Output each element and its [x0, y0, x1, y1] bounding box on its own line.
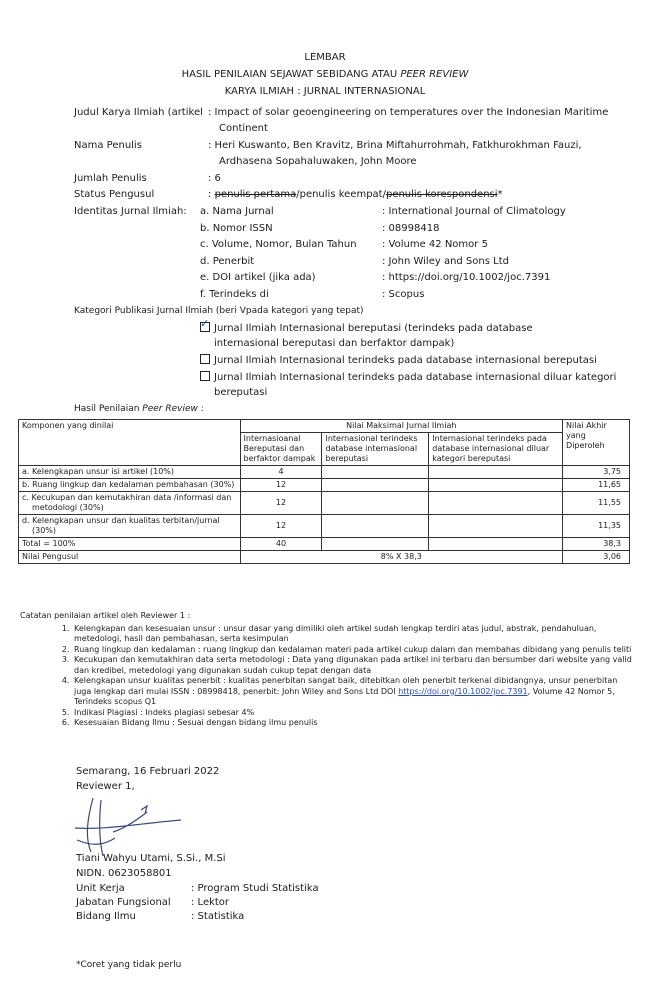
page-subtitle	[0, 69, 650, 80]
row-maks: 12	[240, 492, 322, 515]
journal-value-a: : International Journal of Climatology	[382, 206, 566, 217]
kategori-option-3-cont: bereputasi	[214, 387, 268, 398]
table-row	[19, 515, 630, 538]
hasil-label-em: Peer Review	[142, 404, 198, 414]
row-komponen: a. Kelengkapan unsur isi artikel (10%)	[19, 466, 241, 479]
note-item: 1. Kelengkapan dan kesesuaian unsur : unsur dasar yang dimiliki oleh artikel sudah lengkap terdiri atas judul, abstrak, pendahuluan, metedologi, hasil dan pembahasan, serta kesimpulan	[72, 624, 635, 645]
hasil-label	[74, 404, 204, 414]
table-total-row	[19, 538, 630, 551]
kategori-option-2[interactable]	[200, 354, 597, 366]
jumlah-label: Jumlah Penulis	[74, 173, 147, 184]
journal-label-d: d. Penerbit	[200, 256, 255, 267]
journal-label-c: c. Volume, Nomor, Bulan Tahun	[200, 239, 357, 250]
status-struck-first: penulis pertama	[214, 189, 297, 200]
row-empty	[322, 479, 429, 492]
table-row	[19, 466, 630, 479]
hasil-label-post: :	[197, 404, 204, 414]
pengusul-label: Nilai Pengusul	[19, 551, 241, 564]
judul-label: Judul Karya Ilmiah (artikel	[74, 107, 203, 118]
note-item: 6. Kesesuaian Bidang Ilmu : Sesuai dengan bidang ilmu penulis	[72, 718, 635, 729]
row-maks: 12	[240, 479, 322, 492]
row-akhir: 11,35	[563, 515, 630, 538]
status-selected: penulis keempat	[299, 189, 383, 200]
row-akhir: 3,75	[563, 466, 630, 479]
table-row	[19, 492, 630, 515]
table-header-row	[19, 420, 630, 433]
judul-value-2: Continent	[219, 123, 268, 134]
review-notes	[20, 611, 635, 729]
place-date: Semarang, 16 Februari 2022	[76, 766, 220, 777]
notes-list	[20, 624, 635, 729]
subtitle-text: HASIL PENILAIAN SEJAWAT SEBIDANG ATAU	[181, 69, 401, 80]
kategori-option-3-text: Jurnal Ilmiah Internasional terindeks pada database internasional diluar kategori	[214, 372, 617, 383]
journal-label-f: f. Terindeks di	[200, 289, 269, 300]
penulis-value-2: Ardhasena Sopahaluwaken, John Moore	[219, 156, 417, 167]
row-empty	[429, 538, 563, 551]
row-empty	[322, 492, 429, 515]
journal-label-e: e. DOI artikel (jika ada)	[200, 272, 316, 283]
row-empty	[322, 466, 429, 479]
status-sep-2: /	[382, 189, 386, 200]
kategori-option-1-cont: internasional bereputasi dan berfaktor dampak)	[214, 338, 455, 349]
identitas-label: Identitas Jurnal Ilmiah:	[74, 206, 187, 217]
status-asterisk: *	[497, 189, 503, 200]
penulis-label: Nama Penulis	[74, 140, 142, 151]
row-maks: 12	[240, 515, 322, 538]
note-item-tail: , Volume 42 Nomor 5, Terindeks scopus Q1	[74, 686, 615, 706]
unit-label: Unit Kerja	[76, 883, 125, 894]
jabatan-value: : Lektor	[191, 897, 230, 908]
row-empty	[429, 515, 563, 538]
hasil-label-pre: Hasil Penilaian	[74, 404, 143, 414]
status-struck-corresp: penulis korespondensi	[385, 189, 498, 200]
header-nilai-maks: Nilai Maksimal Jurnal Ilmiah	[240, 420, 563, 433]
header-col-3: Internasional terindeks pada database internasional diluar kategori bereputasi	[429, 433, 563, 466]
jumlah-value: : 6	[208, 173, 221, 184]
bidang-label: Bidang Ilmu	[76, 911, 136, 922]
jabatan-label: Jabatan Fungsional	[76, 897, 171, 908]
subtitle-emphasis: PEER REVIEW	[400, 69, 469, 80]
row-akhir: 11,65	[563, 479, 630, 492]
note-item	[72, 676, 635, 708]
row-empty	[322, 515, 429, 538]
assessment-table	[18, 419, 630, 564]
total-label: Total = 100%	[19, 538, 241, 551]
status-colon: :	[208, 189, 212, 200]
row-maks: 4	[240, 466, 322, 479]
journal-value-f: : Scopus	[382, 289, 425, 300]
kategori-title: Kategori Publikasi Jurnal Ilmiah (beri Vpada kategori yang tepat)	[74, 306, 364, 316]
note-item: 5. Indikasi Plagiasi : Indeks plagiasi sebesar 4%	[72, 708, 635, 719]
journal-label-a: a. Nama Jurnal	[200, 206, 274, 217]
status-sep-1: /	[296, 189, 300, 200]
kategori-option-1[interactable]	[200, 322, 533, 334]
pengusul-formula: 8% X 38,3	[240, 551, 563, 564]
header-col-1: Internasioanal Bereputasi dan berfaktor dampak	[240, 433, 322, 466]
status-value	[208, 189, 503, 200]
journal-value-b: : 08998418	[382, 223, 440, 234]
status-label: Status Pengusul	[74, 189, 155, 200]
row-empty	[429, 479, 563, 492]
reviewer-nidn: NIDN. 0623058801	[76, 868, 172, 879]
doi-link[interactable]: https://doi.org/10.1002/joc.7391	[398, 686, 528, 696]
row-komponen: d. Kelengkapan unsur dan kualitas terbitan/jurnal (30%)	[19, 515, 241, 538]
note-item: 2. Ruang lingkup dan kedalaman : ruang lingkup dan kedalaman materi pada artikel cukup dalam dan membahas dibidang yang penulis teliti	[72, 645, 635, 656]
journal-value-c: : Volume 42 Nomor 5	[382, 239, 488, 250]
notes-title: Catatan penilaian artikel oleh Reviewer 1 :	[20, 611, 191, 620]
row-komponen: b. Ruang lingkup dan kedalaman pembahasan (30%)	[19, 479, 241, 492]
note-item: 3. Kecukupan dan kemutakhiran data serta metodologi : Data yang digunakan pada artikel ini terbaru dan bersumber dari website yang valid dan kredibel, metedologi yang digunakan sudah cukup tepat dengan data	[72, 655, 635, 676]
reviewer-name: Tiani Wahyu Utami, S.Si., M.Si	[76, 853, 226, 864]
row-akhir: 11,55	[563, 492, 630, 515]
page-category: KARYA ILMIAH : JURNAL INTERNASIONAL	[224, 86, 426, 97]
judul-value-1: : Impact of solar geoengineering on temperatures over the Indonesian Maritime	[208, 107, 609, 118]
note-item-text: Kelengkapan unsur kualitas penerbit : kualitas penerbitan sangat baik, ditebitkan oleh penerbit terkenal dibidangnya, unsur penerbitan juga lengkap dari mulai ISSN : 08998418, penerbit: John Wiley and Sons Ltd DOI	[74, 676, 618, 696]
header-komponen: Komponen yang dinilai	[19, 420, 241, 466]
penulis-value-1: : Heri Kuswanto, Ben Kravitz, Brina Miftahurrohmah, Fatkhurokhman Fauzi,	[208, 140, 582, 151]
checked-checkbox-icon[interactable]	[200, 322, 210, 332]
checkbox-icon[interactable]	[200, 371, 210, 381]
footnote: *Coret yang tidak perlu	[76, 960, 182, 970]
kategori-option-1-text: Jurnal Ilmiah Internasional bereputasi (terindeks pada database	[214, 323, 533, 334]
header-nilai-akhir: Nilai Akhir yang Diperoleh	[563, 420, 630, 466]
page-title: LEMBAR	[304, 52, 346, 63]
total-akhir: 38,3	[563, 538, 630, 551]
table-row	[19, 479, 630, 492]
bidang-value: : Statistika	[191, 911, 245, 922]
pengusul-akhir: 3,06	[563, 551, 630, 564]
journal-label-b: b. Nomor ISSN	[200, 223, 273, 234]
kategori-option-3[interactable]	[200, 371, 616, 383]
row-komponen: c. Kecukupan dan kemutakhiran data /informasi dan metodologi (30%)	[19, 492, 241, 515]
row-empty	[322, 538, 429, 551]
table-pengusul-row	[19, 551, 630, 564]
row-empty	[429, 466, 563, 479]
kategori-option-2-text: Jurnal Ilmiah Internasional terindeks pada database internasional bereputasi	[214, 355, 597, 366]
row-empty	[429, 492, 563, 515]
total-maks: 40	[240, 538, 322, 551]
header-col-2: Internasional terindeks database internasional bereputasi	[322, 433, 429, 466]
unit-value: : Program Studi Statistika	[191, 883, 319, 894]
journal-value-d: : John Wiley and Sons Ltd	[382, 256, 509, 267]
reviewer-label: Reviewer 1,	[76, 781, 135, 792]
journal-value-e: : https://doi.org/10.1002/joc.7391	[382, 272, 551, 283]
checkbox-icon[interactable]	[200, 354, 210, 364]
